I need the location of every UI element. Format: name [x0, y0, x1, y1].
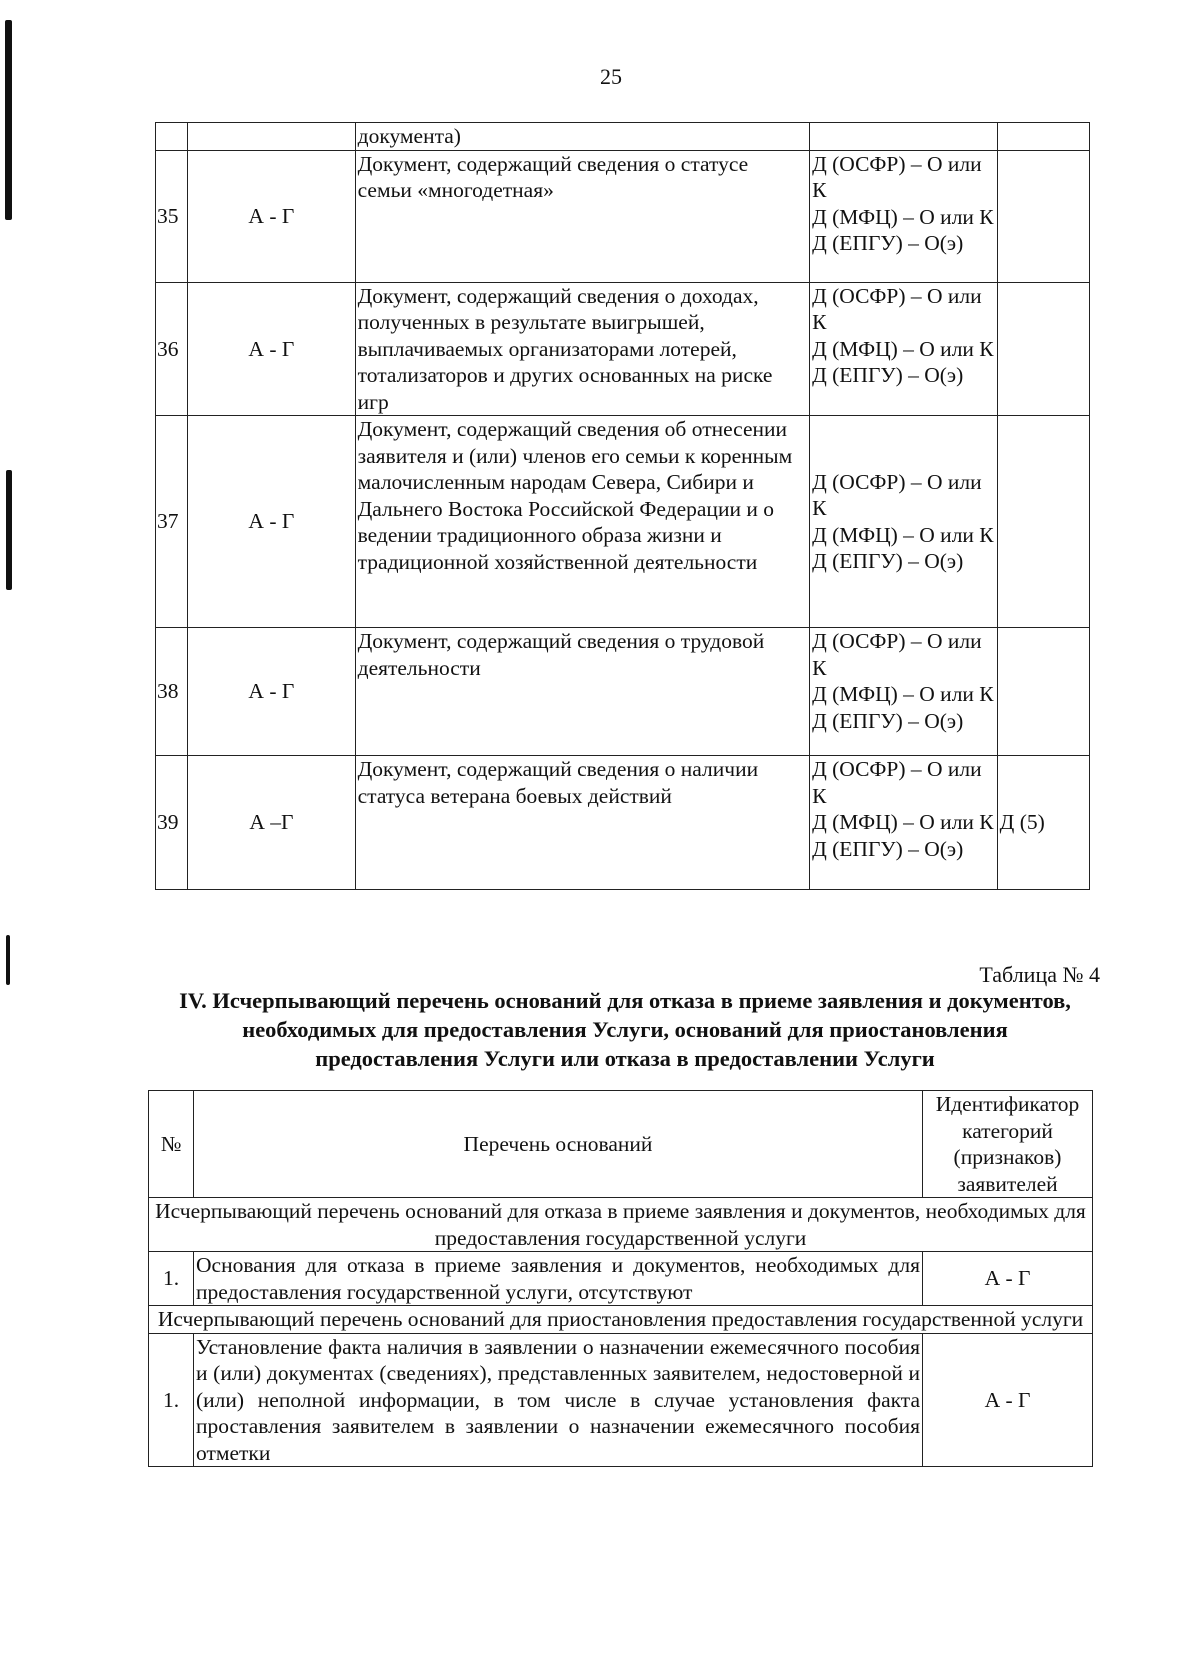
row-number-cell: 37 — [156, 416, 188, 628]
table-row — [156, 282, 1090, 416]
channel-line: Д (ЕПГУ) – О(э) — [812, 363, 964, 387]
channel-line: Д (ОСФР) – О или К — [812, 469, 982, 520]
channel-line: Д (ЕПГУ) – О(э) — [812, 708, 964, 733]
category-cell: А - Г — [188, 628, 356, 756]
table-row — [149, 1252, 1093, 1306]
section-title: Исчерпывающий перечень оснований для приостановления предоставления государственной услуги — [149, 1306, 1093, 1334]
channel-line: Д (ЕПГУ) – О(э) — [812, 836, 964, 861]
section-heading: IV. Исчерпывающий перечень оснований для отказа в приеме заявления и документов, необходимых для предоставления Услуги, оснований для приостановления предоставления Услуги или отказа в предоставлении Услуги — [179, 988, 1071, 1071]
row-number-cell: 1. — [149, 1333, 194, 1467]
channel-line: Д (МФЦ) – О или К — [812, 204, 994, 229]
category-cell: А - Г — [923, 1333, 1093, 1467]
ground-text-cell: Установление факта наличия в заявлении о назначении ежемесячного пособия и (или) документах (сведениях), представленных заявителем, недостоверной и (или) неполной информации, в том числе в случае установления факта проставления заявителем в заявлении о назначении ежемесячного пособия отметки — [194, 1333, 923, 1467]
category-cell: А - Г — [188, 416, 356, 628]
channel-line: Д (МФЦ) – О или К — [812, 682, 994, 706]
extra-cell — [997, 150, 1089, 282]
column-header-number: № — [149, 1091, 194, 1198]
column-header-bases: Перечень оснований — [194, 1091, 923, 1198]
table-label: Таблица № 4 — [979, 962, 1100, 987]
channels-cell — [810, 150, 998, 282]
document-cell: Документ, содержащий сведения о статусе семьи «многодетная» — [355, 150, 809, 282]
channels-cell — [810, 123, 998, 151]
document-cell: Документ, содержащий сведения о наличии статуса ветерана боевых действий — [355, 756, 809, 890]
section-title: Исчерпывающий перечень оснований для отказа в приеме заявления и документов, необходимых для предоставления государственной услуги — [149, 1198, 1093, 1252]
extra-cell — [997, 123, 1089, 151]
channels-cell — [810, 282, 998, 416]
ground-text-cell: Основания для отказа в приеме заявления и документов, необходимых для предоставления государственной услуги, отсутствуют — [194, 1252, 923, 1306]
column-header-identifier: Идентификатор категорий (признаков) заявителей — [923, 1091, 1093, 1198]
channel-line: Д (ОСФР) – О или К — [812, 151, 982, 202]
page-number: 25 — [600, 64, 622, 89]
scan-artifact — [5, 20, 12, 220]
extra-cell — [997, 628, 1089, 756]
table-row — [156, 123, 1090, 151]
channel-line: Д (МФЦ) – О или К — [812, 336, 994, 361]
category-cell: А –Г — [188, 756, 356, 890]
document-cell: Документ, содержащий сведения о трудовой деятельности — [355, 628, 809, 756]
documents-table — [155, 122, 1090, 890]
channel-line: Д (ОСФР) – О или К — [812, 283, 982, 334]
channels-cell — [810, 628, 998, 756]
document-cell: документа) — [355, 123, 809, 151]
section-row — [149, 1198, 1093, 1252]
extra-cell — [997, 416, 1089, 628]
channel-line: Д (ОСФР) – О или К — [812, 757, 982, 808]
channel-line: Д (МФЦ) – О или К — [812, 522, 994, 547]
channel-line: Д (МФЦ) – О или К — [812, 810, 994, 834]
row-number-cell: 35 — [156, 150, 188, 282]
table-row — [156, 756, 1090, 890]
row-number-cell — [156, 123, 188, 151]
extra-cell: Д (5) — [997, 756, 1089, 890]
category-cell: А - Г — [923, 1252, 1093, 1306]
extra-cell — [997, 282, 1089, 416]
row-number-cell: 39 — [156, 756, 188, 890]
category-cell: А - Г — [188, 150, 356, 282]
row-number-cell: 38 — [156, 628, 188, 756]
grounds-table — [148, 1090, 1093, 1467]
table-row — [156, 150, 1090, 282]
channel-line: Д (ЕПГУ) – О(э) — [812, 231, 964, 255]
scan-artifact — [6, 470, 12, 590]
table-row — [156, 628, 1090, 756]
channel-line: Д (ОСФР) – О или К — [812, 629, 982, 680]
category-cell: А - Г — [188, 282, 356, 416]
channels-cell — [810, 416, 998, 628]
document-cell: Документ, содержащий сведения об отнесении заявителя и (или) членов его семьи к коренным малочисленным народам Севера, Сибири и Дальнего Востока Российской Федерации и о ведении традиционного образа жизни и традиционной хозяйственной деятельности — [355, 416, 809, 628]
row-number-cell: 1. — [149, 1252, 194, 1306]
table-header-row — [149, 1091, 1093, 1198]
channel-line: Д (ЕПГУ) – О(э) — [812, 549, 964, 573]
table-row — [156, 416, 1090, 628]
row-number-cell: 36 — [156, 282, 188, 416]
document-cell: Документ, содержащий сведения о доходах, полученных в результате выигрышей, выплачиваемых организаторами лотерей, тотализаторов и других основанных на риске игр — [355, 282, 809, 416]
channels-cell — [810, 756, 998, 890]
scan-artifact — [6, 935, 10, 985]
category-cell — [188, 123, 356, 151]
table-row — [149, 1333, 1093, 1467]
section-row — [149, 1306, 1093, 1334]
